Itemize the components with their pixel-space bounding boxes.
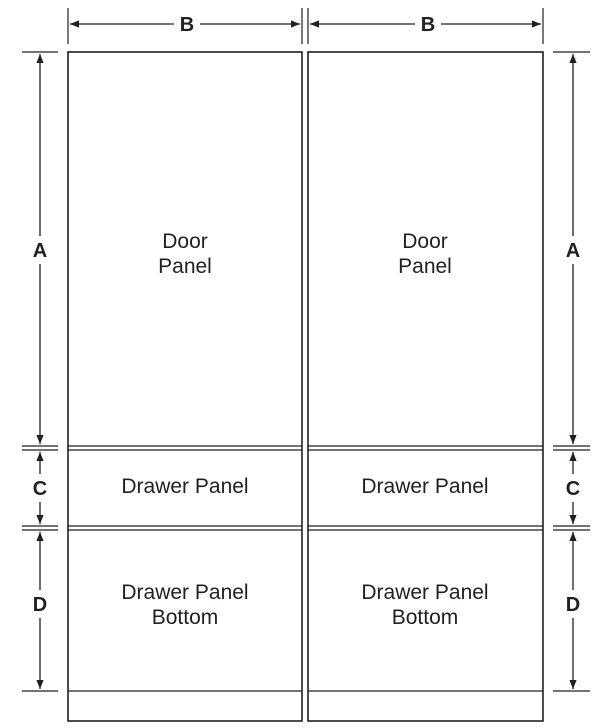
left-width-label: B (179, 14, 195, 36)
left-c-label: C (32, 478, 48, 500)
right-drawer-panel-bottom-label-line1: Drawer Panel (361, 581, 489, 604)
left-drawer-panel-label: Drawer Panel (121, 475, 249, 498)
left-door-panel-label-line1: Door (162, 230, 208, 253)
right-drawer-panel-bottom-label-line2: Bottom (391, 606, 459, 629)
left-panel-column (68, 52, 302, 721)
right-drawer-panel-label: Drawer Panel (361, 475, 489, 498)
right-d-label: D (565, 594, 581, 616)
left-drawer-panel-bottom-label-line1: Drawer Panel (121, 581, 249, 604)
right-width-label: B (420, 14, 436, 36)
left-door-panel-label-line2: Panel (158, 255, 212, 278)
right-a-label: A (565, 240, 581, 262)
left-a-label: A (32, 240, 48, 262)
right-c-label: C (565, 478, 581, 500)
left-drawer-panel-bottom-label-line2: Bottom (151, 606, 219, 629)
right-panel-column (308, 52, 543, 721)
right-door-panel-label-line2: Panel (398, 255, 452, 278)
right-height-dimensions (553, 52, 590, 691)
right-door-panel-label-line1: Door (402, 230, 448, 253)
top-dimension-lines (68, 8, 543, 44)
left-height-dimensions (22, 52, 58, 691)
left-d-label: D (32, 594, 48, 616)
